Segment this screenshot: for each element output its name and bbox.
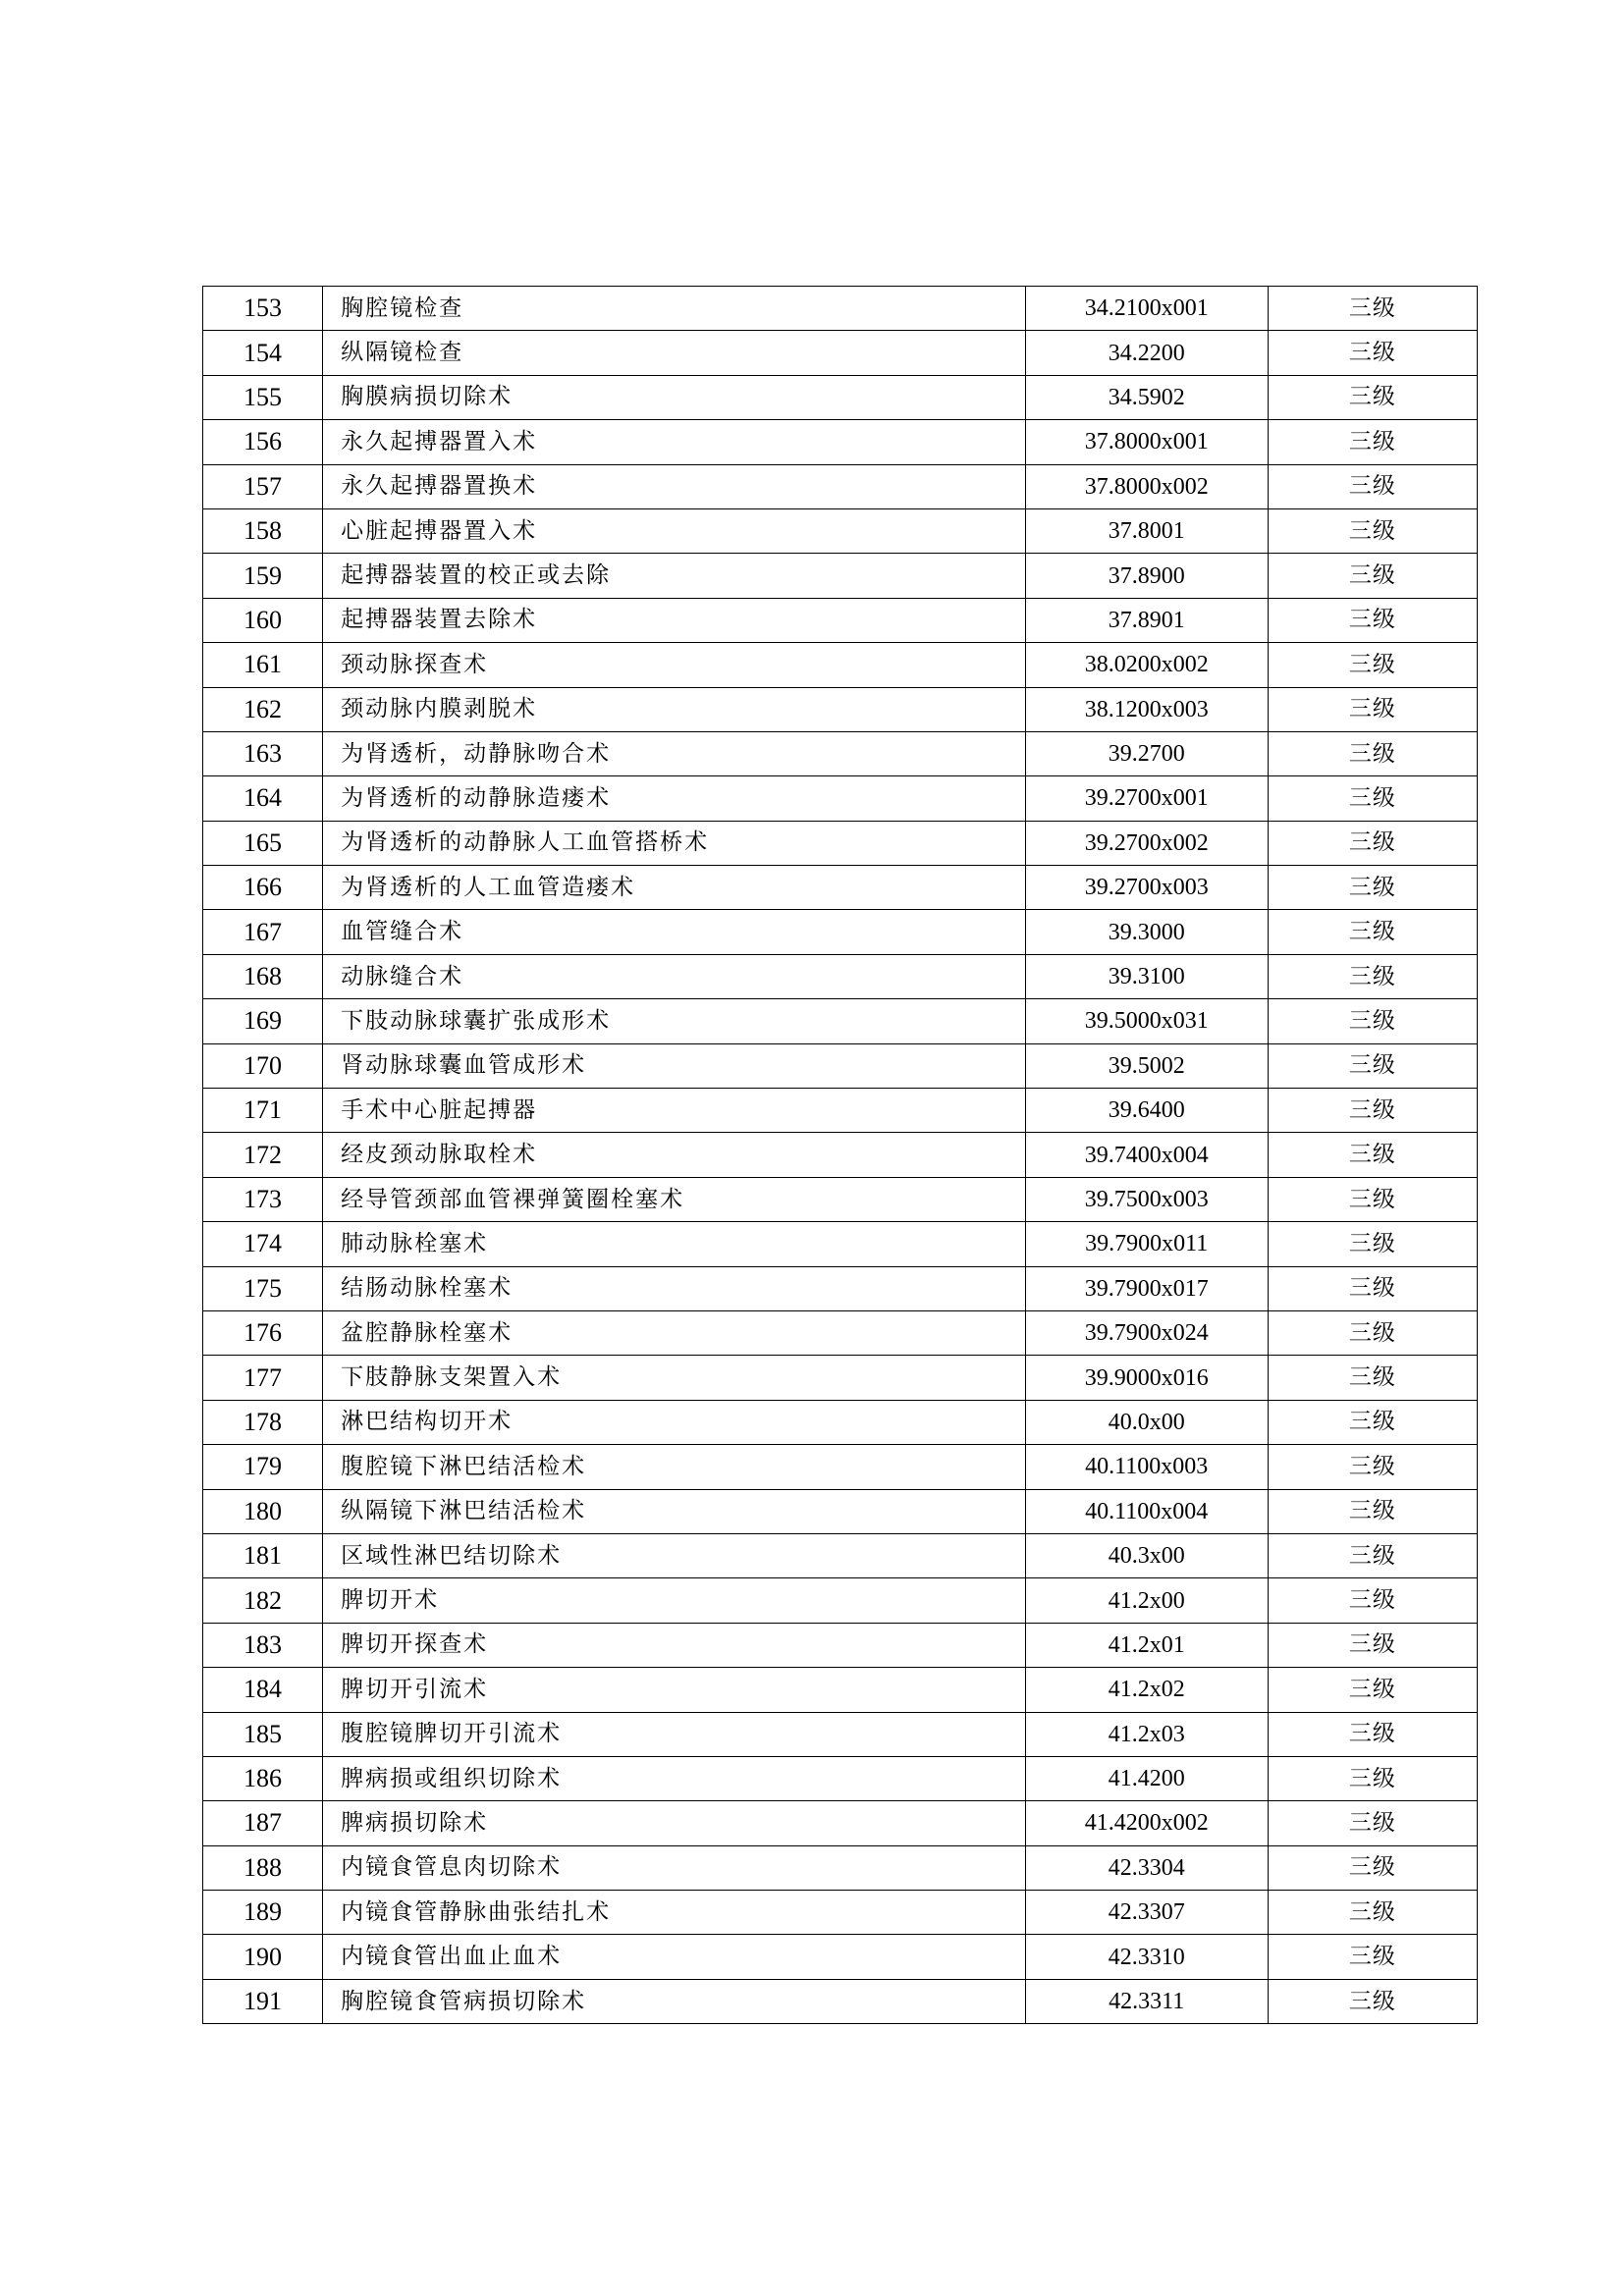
table-row [203,375,1478,419]
procedure-code-cell: 41.2x01 [1025,1623,1268,1667]
table-row [203,554,1478,598]
row-number-cell: 172 [203,1133,323,1177]
row-number-cell: 161 [203,643,323,687]
procedure-level-cell: 三级 [1268,331,1477,375]
table-row [203,1177,1478,1221]
table-row [203,1623,1478,1667]
row-number-cell: 174 [203,1222,323,1266]
procedure-level-cell: 三级 [1268,1668,1477,1712]
row-number-cell: 185 [203,1712,323,1756]
row-number-cell: 181 [203,1533,323,1577]
procedure-level-cell: 三级 [1268,1623,1477,1667]
procedure-code-cell: 39.2700x003 [1025,866,1268,910]
procedure-name-cell: 手术中心脏起搏器 [323,1089,1026,1133]
procedure-name-cell: 胸腔镜食管病损切除术 [323,1979,1026,2023]
row-number-cell: 169 [203,999,323,1043]
table-row [203,643,1478,687]
procedure-code-cell: 34.5902 [1025,375,1268,419]
table-row [203,1891,1478,1935]
procedure-level-cell: 三级 [1268,776,1477,821]
table-row [203,331,1478,375]
procedure-name-cell: 区域性淋巴结切除术 [323,1533,1026,1577]
table-row [203,1845,1478,1890]
procedure-level-cell: 三级 [1268,999,1477,1043]
row-number-cell: 158 [203,508,323,553]
row-number-cell: 182 [203,1578,323,1623]
procedure-name-cell: 胸腔镜检查 [323,287,1026,331]
procedure-name-cell: 永久起搏器置换术 [323,464,1026,508]
table-row [203,1445,1478,1489]
procedure-name-cell: 心脏起搏器置入术 [323,508,1026,553]
procedure-name-cell: 盆腔静脉栓塞术 [323,1310,1026,1355]
procedure-level-cell: 三级 [1268,1845,1477,1890]
procedure-name-cell: 肾动脉球囊血管成形术 [323,1043,1026,1088]
procedure-name-cell: 内镜食管息肉切除术 [323,1845,1026,1890]
procedure-name-cell: 为肾透析的动静脉造瘘术 [323,776,1026,821]
procedure-code-cell: 41.2x02 [1025,1668,1268,1712]
table-row [203,1935,1478,1979]
procedure-code-cell: 39.9000x016 [1025,1356,1268,1400]
procedure-name-cell: 动脉缝合术 [323,954,1026,998]
procedure-name-cell: 腹腔镜下淋巴结活检术 [323,1445,1026,1489]
row-number-cell: 171 [203,1089,323,1133]
procedure-code-cell: 41.4200x002 [1025,1801,1268,1845]
procedure-code-cell: 40.1100x004 [1025,1489,1268,1533]
procedure-level-cell: 三级 [1268,1935,1477,1979]
row-number-cell: 157 [203,464,323,508]
row-number-cell: 153 [203,287,323,331]
procedure-code-cell: 39.2700x001 [1025,776,1268,821]
procedure-level-cell: 三级 [1268,1891,1477,1935]
procedure-code-cell: 42.3307 [1025,1891,1268,1935]
procedure-name-cell: 颈动脉探查术 [323,643,1026,687]
row-number-cell: 183 [203,1623,323,1667]
row-number-cell: 162 [203,687,323,731]
row-number-cell: 164 [203,776,323,821]
procedure-level-cell: 三级 [1268,1266,1477,1310]
procedure-level-cell: 三级 [1268,954,1477,998]
procedure-level-cell: 三级 [1268,1578,1477,1623]
table-row [203,776,1478,821]
procedure-code-cell: 39.5000x031 [1025,999,1268,1043]
table-row [203,954,1478,998]
table-row [203,687,1478,731]
table-row [203,821,1478,865]
procedure-code-cell: 37.8000x002 [1025,464,1268,508]
table-row [203,731,1478,775]
procedure-level-cell: 三级 [1268,1222,1477,1266]
row-number-cell: 168 [203,954,323,998]
procedure-name-cell: 腹腔镜脾切开引流术 [323,1712,1026,1756]
procedure-code-cell: 39.7400x004 [1025,1133,1268,1177]
procedure-name-cell: 纵隔镜下淋巴结活检术 [323,1489,1026,1533]
table-row [203,1089,1478,1133]
row-number-cell: 165 [203,821,323,865]
procedure-name-cell: 经皮颈动脉取栓术 [323,1133,1026,1177]
row-number-cell: 177 [203,1356,323,1400]
procedure-name-cell: 血管缝合术 [323,910,1026,954]
table-row [203,1756,1478,1800]
procedure-level-cell: 三级 [1268,1177,1477,1221]
table-row [203,464,1478,508]
procedure-code-cell: 37.8001 [1025,508,1268,553]
row-number-cell: 179 [203,1445,323,1489]
procedure-code-cell: 38.1200x003 [1025,687,1268,731]
procedure-name-cell: 淋巴结构切开术 [323,1400,1026,1444]
procedure-code-cell: 39.3100 [1025,954,1268,998]
procedure-level-cell: 三级 [1268,554,1477,598]
row-number-cell: 191 [203,1979,323,2023]
procedure-level-cell: 三级 [1268,1043,1477,1088]
row-number-cell: 166 [203,866,323,910]
procedure-name-cell: 经导管颈部血管裸弹簧圈栓塞术 [323,1177,1026,1221]
procedure-code-cell: 39.7900x024 [1025,1310,1268,1355]
procedure-table [202,286,1478,2024]
procedure-code-cell: 37.8900 [1025,554,1268,598]
row-number-cell: 189 [203,1891,323,1935]
table-row [203,598,1478,642]
procedure-code-cell: 41.4200 [1025,1756,1268,1800]
procedure-code-cell: 41.2x00 [1025,1578,1268,1623]
row-number-cell: 186 [203,1756,323,1800]
procedure-level-cell: 三级 [1268,1801,1477,1845]
procedure-name-cell: 胸膜病损切除术 [323,375,1026,419]
table-row [203,1801,1478,1845]
procedure-name-cell: 为肾透析，动静脉吻合术 [323,731,1026,775]
procedure-level-cell: 三级 [1268,375,1477,419]
table-row [203,508,1478,553]
table-row [203,999,1478,1043]
procedure-name-cell: 脾切开探查术 [323,1623,1026,1667]
procedure-level-cell: 三级 [1268,866,1477,910]
table-row [203,1310,1478,1355]
procedure-name-cell: 脾病损或组织切除术 [323,1756,1026,1800]
table-row [203,910,1478,954]
procedure-level-cell: 三级 [1268,910,1477,954]
procedure-level-cell: 三级 [1268,1356,1477,1400]
procedure-name-cell: 颈动脉内膜剥脱术 [323,687,1026,731]
procedure-code-cell: 37.8000x001 [1025,420,1268,464]
procedure-code-cell: 39.2700 [1025,731,1268,775]
procedure-name-cell: 内镜食管出血止血术 [323,1935,1026,1979]
procedure-level-cell: 三级 [1268,1089,1477,1133]
procedure-code-cell: 42.3304 [1025,1845,1268,1890]
procedure-name-cell: 内镜食管静脉曲张结扎术 [323,1891,1026,1935]
row-number-cell: 167 [203,910,323,954]
procedure-level-cell: 三级 [1268,643,1477,687]
table-row [203,1400,1478,1444]
row-number-cell: 188 [203,1845,323,1890]
table-row [203,1356,1478,1400]
procedure-code-cell: 34.2100x001 [1025,287,1268,331]
procedure-level-cell: 三级 [1268,508,1477,553]
procedure-level-cell: 三级 [1268,1756,1477,1800]
procedure-table-page [202,286,1478,2024]
procedure-code-cell: 39.6400 [1025,1089,1268,1133]
procedure-level-cell: 三级 [1268,1445,1477,1489]
procedure-code-cell: 39.7900x017 [1025,1266,1268,1310]
table-row [203,1979,1478,2023]
procedure-name-cell: 脾切开引流术 [323,1668,1026,1712]
procedure-code-cell: 40.3x00 [1025,1533,1268,1577]
procedure-level-cell: 三级 [1268,1712,1477,1756]
table-row [203,1222,1478,1266]
table-row [203,1043,1478,1088]
procedure-code-cell: 42.3310 [1025,1935,1268,1979]
procedure-code-cell: 40.0x00 [1025,1400,1268,1444]
procedure-code-cell: 37.8901 [1025,598,1268,642]
procedure-level-cell: 三级 [1268,287,1477,331]
row-number-cell: 178 [203,1400,323,1444]
procedure-name-cell: 为肾透析的人工血管造瘘术 [323,866,1026,910]
procedure-level-cell: 三级 [1268,420,1477,464]
procedure-name-cell: 脾切开术 [323,1578,1026,1623]
row-number-cell: 184 [203,1668,323,1712]
table-row [203,287,1478,331]
table-row [203,1533,1478,1577]
row-number-cell: 170 [203,1043,323,1088]
procedure-level-cell: 三级 [1268,1533,1477,1577]
procedure-code-cell: 38.0200x002 [1025,643,1268,687]
procedure-level-cell: 三级 [1268,1489,1477,1533]
row-number-cell: 163 [203,731,323,775]
procedure-code-cell: 39.7500x003 [1025,1177,1268,1221]
row-number-cell: 190 [203,1935,323,1979]
procedure-table-body [203,287,1478,2024]
procedure-level-cell: 三级 [1268,1979,1477,2023]
procedure-name-cell: 下肢静脉支架置入术 [323,1356,1026,1400]
row-number-cell: 176 [203,1310,323,1355]
procedure-code-cell: 41.2x03 [1025,1712,1268,1756]
procedure-level-cell: 三级 [1268,464,1477,508]
row-number-cell: 180 [203,1489,323,1533]
procedure-name-cell: 起搏器装置去除术 [323,598,1026,642]
table-row [203,1578,1478,1623]
procedure-level-cell: 三级 [1268,1310,1477,1355]
procedure-level-cell: 三级 [1268,598,1477,642]
procedure-name-cell: 结肠动脉栓塞术 [323,1266,1026,1310]
procedure-code-cell: 39.5002 [1025,1043,1268,1088]
procedure-level-cell: 三级 [1268,731,1477,775]
procedure-name-cell: 脾病损切除术 [323,1801,1026,1845]
procedure-level-cell: 三级 [1268,687,1477,731]
procedure-code-cell: 39.3000 [1025,910,1268,954]
procedure-code-cell: 39.7900x011 [1025,1222,1268,1266]
row-number-cell: 155 [203,375,323,419]
row-number-cell: 175 [203,1266,323,1310]
procedure-name-cell: 起搏器装置的校正或去除 [323,554,1026,598]
procedure-code-cell: 34.2200 [1025,331,1268,375]
table-row [203,420,1478,464]
procedure-code-cell: 42.3311 [1025,1979,1268,2023]
row-number-cell: 159 [203,554,323,598]
table-row [203,1489,1478,1533]
row-number-cell: 187 [203,1801,323,1845]
procedure-name-cell: 肺动脉栓塞术 [323,1222,1026,1266]
row-number-cell: 173 [203,1177,323,1221]
procedure-code-cell: 40.1100x003 [1025,1445,1268,1489]
procedure-level-cell: 三级 [1268,1400,1477,1444]
procedure-name-cell: 下肢动脉球囊扩张成形术 [323,999,1026,1043]
table-row [203,1133,1478,1177]
row-number-cell: 156 [203,420,323,464]
table-row [203,866,1478,910]
procedure-name-cell: 为肾透析的动静脉人工血管搭桥术 [323,821,1026,865]
row-number-cell: 160 [203,598,323,642]
table-row [203,1266,1478,1310]
procedure-name-cell: 纵隔镜检查 [323,331,1026,375]
table-row [203,1668,1478,1712]
procedure-code-cell: 39.2700x002 [1025,821,1268,865]
procedure-name-cell: 永久起搏器置入术 [323,420,1026,464]
row-number-cell: 154 [203,331,323,375]
procedure-level-cell: 三级 [1268,1133,1477,1177]
procedure-level-cell: 三级 [1268,821,1477,865]
table-row [203,1712,1478,1756]
